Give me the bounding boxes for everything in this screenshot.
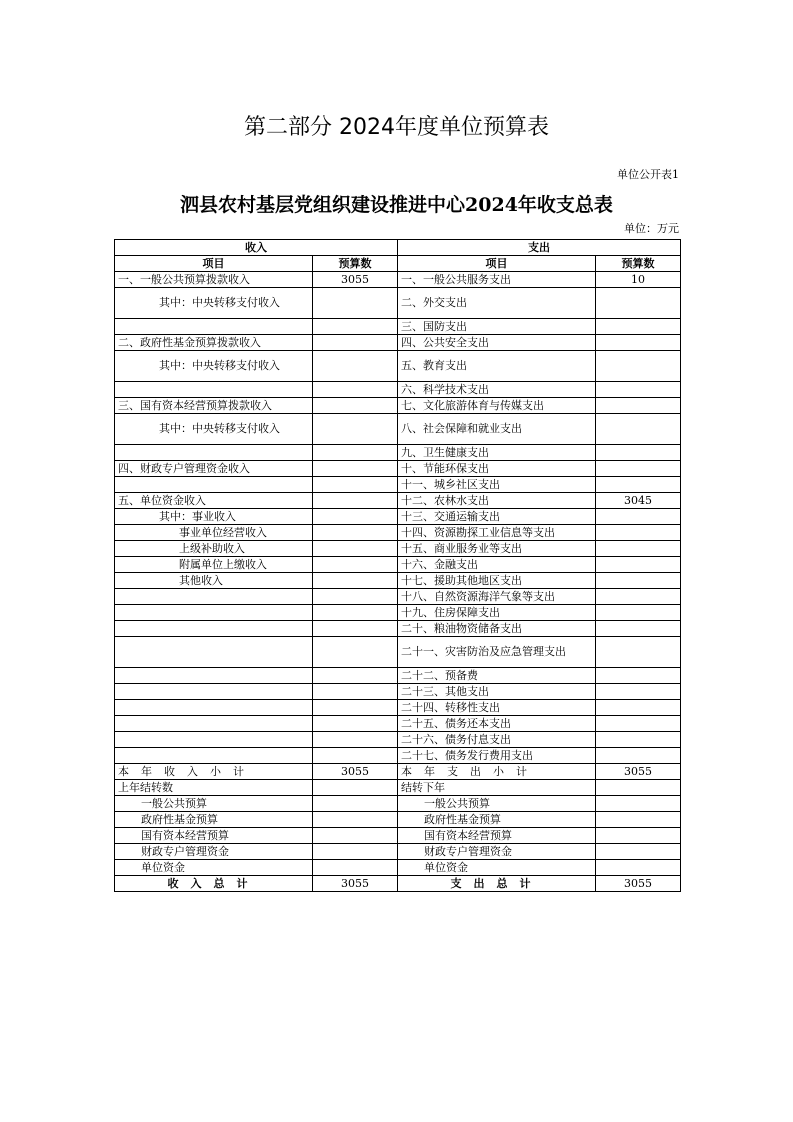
expense-total-value: 3055	[596, 876, 681, 892]
expense-value-cell	[596, 319, 681, 335]
expense-value-cell	[596, 351, 681, 382]
table-row	[115, 637, 681, 668]
table-row	[115, 335, 681, 351]
income-item-cell: 事业单位经营收入	[115, 525, 313, 541]
income-value-cell: 3055	[313, 272, 398, 288]
fund-expense-value	[596, 796, 681, 812]
expense-value-cell	[596, 668, 681, 684]
expense-item-cell: 七、文化旅游体育与传媒支出	[398, 398, 596, 414]
expense-item-cell: 十、节能环保支出	[398, 461, 596, 477]
table-row	[115, 445, 681, 461]
expense-value-cell	[596, 525, 681, 541]
fund-expense-value	[596, 812, 681, 828]
expense-item-cell: 四、公共安全支出	[398, 335, 596, 351]
income-value-cell	[313, 716, 398, 732]
expense-item-cell: 二十一、灾害防治及应急管理支出	[398, 637, 596, 668]
table-row	[115, 748, 681, 764]
income-item-cell: 其他收入	[115, 573, 313, 589]
fund-expense-value	[596, 844, 681, 860]
table-row	[115, 732, 681, 748]
income-value-cell	[313, 637, 398, 668]
income-value-cell	[313, 732, 398, 748]
income-value-cell	[313, 605, 398, 621]
expense-item-cell: 十八、自然资源海洋气象等支出	[398, 589, 596, 605]
expense-item-cell: 十七、援助其他地区支出	[398, 573, 596, 589]
main-title: 泗县农村基层党组织建设推进中心2024年收支总表	[180, 194, 613, 216]
income-value-cell	[313, 493, 398, 509]
expense-item-cell: 十五、商业服务业等支出	[398, 541, 596, 557]
income-item-cell	[115, 605, 313, 621]
expense-value-cell	[596, 398, 681, 414]
table-row	[115, 668, 681, 684]
income-value-cell	[313, 398, 398, 414]
expense-value-cell	[596, 541, 681, 557]
expense-item-cell: 二十七、债务发行费用支出	[398, 748, 596, 764]
fund-income-label: 财政专户管理资金	[115, 844, 313, 860]
carry-in-label: 上年结转数	[115, 780, 313, 796]
income-value-cell	[313, 621, 398, 637]
fund-expense-label: 单位资金	[398, 860, 596, 876]
expense-value-cell	[596, 700, 681, 716]
carry-row	[115, 780, 681, 796]
income-value-cell	[313, 445, 398, 461]
expense-value-cell	[596, 382, 681, 398]
expense-item-header: 项目	[398, 256, 596, 272]
table-row	[115, 605, 681, 621]
expense-value-cell	[596, 414, 681, 445]
income-item-cell	[115, 716, 313, 732]
fund-row	[115, 844, 681, 860]
table-row	[115, 351, 681, 382]
table-row	[115, 716, 681, 732]
expense-item-cell: 二十二、预备费	[398, 668, 596, 684]
income-value-cell	[313, 748, 398, 764]
expense-item-cell: 十三、交通运输支出	[398, 509, 596, 525]
income-value-cell	[313, 351, 398, 382]
subtotal-row	[115, 764, 681, 780]
expense-item-cell: 三、国防支出	[398, 319, 596, 335]
fund-income-value	[313, 828, 398, 844]
income-item-cell	[115, 477, 313, 493]
expense-item-cell: 十一、城乡社区支出	[398, 477, 596, 493]
fund-income-value	[313, 860, 398, 876]
expense-item-cell: 二十四、转移性支出	[398, 700, 596, 716]
income-value-cell	[313, 589, 398, 605]
fund-income-label: 政府性基金预算	[115, 812, 313, 828]
income-total-value: 3055	[313, 876, 398, 892]
expense-value-cell	[596, 605, 681, 621]
fund-income-value	[313, 812, 398, 828]
expense-item-cell: 二十、粮油物资储备支出	[398, 621, 596, 637]
income-item-cell: 上级补助收入	[115, 541, 313, 557]
fund-row	[115, 860, 681, 876]
fund-row	[115, 796, 681, 812]
total-row	[115, 876, 681, 892]
table-row	[115, 414, 681, 445]
expense-item-cell: 二十五、债务还本支出	[398, 716, 596, 732]
income-item-cell: 其中：事业收入	[115, 509, 313, 525]
income-header: 收入	[115, 240, 398, 256]
expense-value-cell	[596, 335, 681, 351]
fund-expense-value	[596, 828, 681, 844]
income-item-header: 项目	[115, 256, 313, 272]
carry-out-value	[596, 780, 681, 796]
income-value-cell	[313, 335, 398, 351]
table-row	[115, 700, 681, 716]
income-item-cell: 附属单位上缴收入	[115, 557, 313, 573]
income-budget-header: 预算数	[313, 256, 398, 272]
expense-item-cell: 十二、农林水支出	[398, 493, 596, 509]
table-row	[115, 319, 681, 335]
fund-income-value	[313, 796, 398, 812]
table-row	[115, 589, 681, 605]
table-row	[115, 461, 681, 477]
income-item-cell	[115, 732, 313, 748]
income-total-label: 收入总计	[115, 876, 313, 892]
expense-value-cell	[596, 557, 681, 573]
fund-income-label: 一般公共预算	[115, 796, 313, 812]
expense-value-cell	[596, 445, 681, 461]
income-value-cell	[313, 461, 398, 477]
table-row	[115, 477, 681, 493]
table-row	[115, 684, 681, 700]
table-row	[115, 288, 681, 319]
income-item-cell: 三、国有资本经营预算拨款收入	[115, 398, 313, 414]
income-item-cell	[115, 637, 313, 668]
income-item-cell	[115, 621, 313, 637]
income-subtotal-label: 本年收入小计	[115, 764, 313, 780]
expense-value-cell	[596, 716, 681, 732]
income-value-cell	[313, 557, 398, 573]
form-number: 单位公开表1	[617, 168, 679, 181]
fund-expense-label: 政府性基金预算	[398, 812, 596, 828]
income-item-cell	[115, 668, 313, 684]
expense-value-cell	[596, 637, 681, 668]
income-item-cell	[115, 445, 313, 461]
table-row	[115, 573, 681, 589]
expense-item-cell: 八、社会保障和就业支出	[398, 414, 596, 445]
table-row	[115, 541, 681, 557]
expense-item-cell: 十九、住房保障支出	[398, 605, 596, 621]
fund-row	[115, 812, 681, 828]
income-item-cell	[115, 589, 313, 605]
table-row	[115, 493, 681, 509]
expense-value-cell	[596, 461, 681, 477]
table-row	[115, 382, 681, 398]
expense-item-cell: 十四、资源勘探工业信息等支出	[398, 525, 596, 541]
expense-item-cell: 二、外交支出	[398, 288, 596, 319]
income-value-cell	[313, 382, 398, 398]
expense-value-cell	[596, 684, 681, 700]
fund-expense-label: 国有资本经营预算	[398, 828, 596, 844]
income-item-cell	[115, 382, 313, 398]
expense-subtotal-label: 本年支出小计	[398, 764, 596, 780]
expense-value-cell	[596, 573, 681, 589]
section-header-row	[115, 240, 681, 256]
table-row	[115, 557, 681, 573]
income-value-cell	[313, 668, 398, 684]
fund-expense-value	[596, 860, 681, 876]
table-row	[115, 272, 681, 288]
income-item-cell: 其中：中央转移支付收入	[115, 351, 313, 382]
expense-value-cell	[596, 589, 681, 605]
expense-total-label: 支出总计	[398, 876, 596, 892]
income-item-cell: 五、单位资金收入	[115, 493, 313, 509]
income-value-cell	[313, 700, 398, 716]
expense-header: 支出	[398, 240, 681, 256]
part-title: 第二部分 2024年度单位预算表	[244, 115, 549, 140]
income-item-cell	[115, 319, 313, 335]
expense-value-cell: 10	[596, 272, 681, 288]
expense-value-cell	[596, 748, 681, 764]
income-item-cell: 其中：中央转移支付收入	[115, 288, 313, 319]
fund-income-label: 单位资金	[115, 860, 313, 876]
income-value-cell	[313, 541, 398, 557]
income-subtotal-value: 3055	[313, 764, 398, 780]
income-value-cell	[313, 525, 398, 541]
fund-expense-label: 财政专户管理资金	[398, 844, 596, 860]
table-row	[115, 621, 681, 637]
expense-item-cell: 九、卫生健康支出	[398, 445, 596, 461]
expense-value-cell	[596, 621, 681, 637]
carry-out-label: 结转下年	[398, 780, 596, 796]
expense-value-cell	[596, 477, 681, 493]
expense-value-cell	[596, 732, 681, 748]
column-header-row	[115, 256, 681, 272]
expense-item-cell: 六、科学技术支出	[398, 382, 596, 398]
expense-value-cell	[596, 288, 681, 319]
budget-table-body	[115, 240, 681, 892]
fund-expense-label: 一般公共预算	[398, 796, 596, 812]
income-item-cell	[115, 684, 313, 700]
expense-item-cell: 二十六、债务付息支出	[398, 732, 596, 748]
income-item-cell: 四、财政专户管理资金收入	[115, 461, 313, 477]
fund-row	[115, 828, 681, 844]
income-value-cell	[313, 414, 398, 445]
income-value-cell	[313, 509, 398, 525]
income-item-cell	[115, 748, 313, 764]
fund-income-label: 国有资本经营预算	[115, 828, 313, 844]
expense-subtotal-value: 3055	[596, 764, 681, 780]
table-row	[115, 509, 681, 525]
income-item-cell	[115, 700, 313, 716]
income-value-cell	[313, 573, 398, 589]
expense-budget-header: 预算数	[596, 256, 681, 272]
table-row	[115, 525, 681, 541]
fund-income-value	[313, 844, 398, 860]
expense-value-cell	[596, 509, 681, 525]
table-row	[115, 398, 681, 414]
expense-item-cell: 五、教育支出	[398, 351, 596, 382]
carry-in-value	[313, 780, 398, 796]
income-item-cell: 一、一般公共预算拨款收入	[115, 272, 313, 288]
unit-label: 单位：万元	[624, 222, 679, 235]
income-value-cell	[313, 477, 398, 493]
expense-item-cell: 二十三、其他支出	[398, 684, 596, 700]
income-value-cell	[313, 288, 398, 319]
income-value-cell	[313, 684, 398, 700]
income-item-cell: 其中：中央转移支付收入	[115, 414, 313, 445]
income-item-cell: 二、政府性基金预算拨款收入	[115, 335, 313, 351]
expense-item-cell: 一、一般公共服务支出	[398, 272, 596, 288]
expense-value-cell: 3045	[596, 493, 681, 509]
budget-table	[114, 239, 681, 892]
income-value-cell	[313, 319, 398, 335]
expense-item-cell: 十六、金融支出	[398, 557, 596, 573]
